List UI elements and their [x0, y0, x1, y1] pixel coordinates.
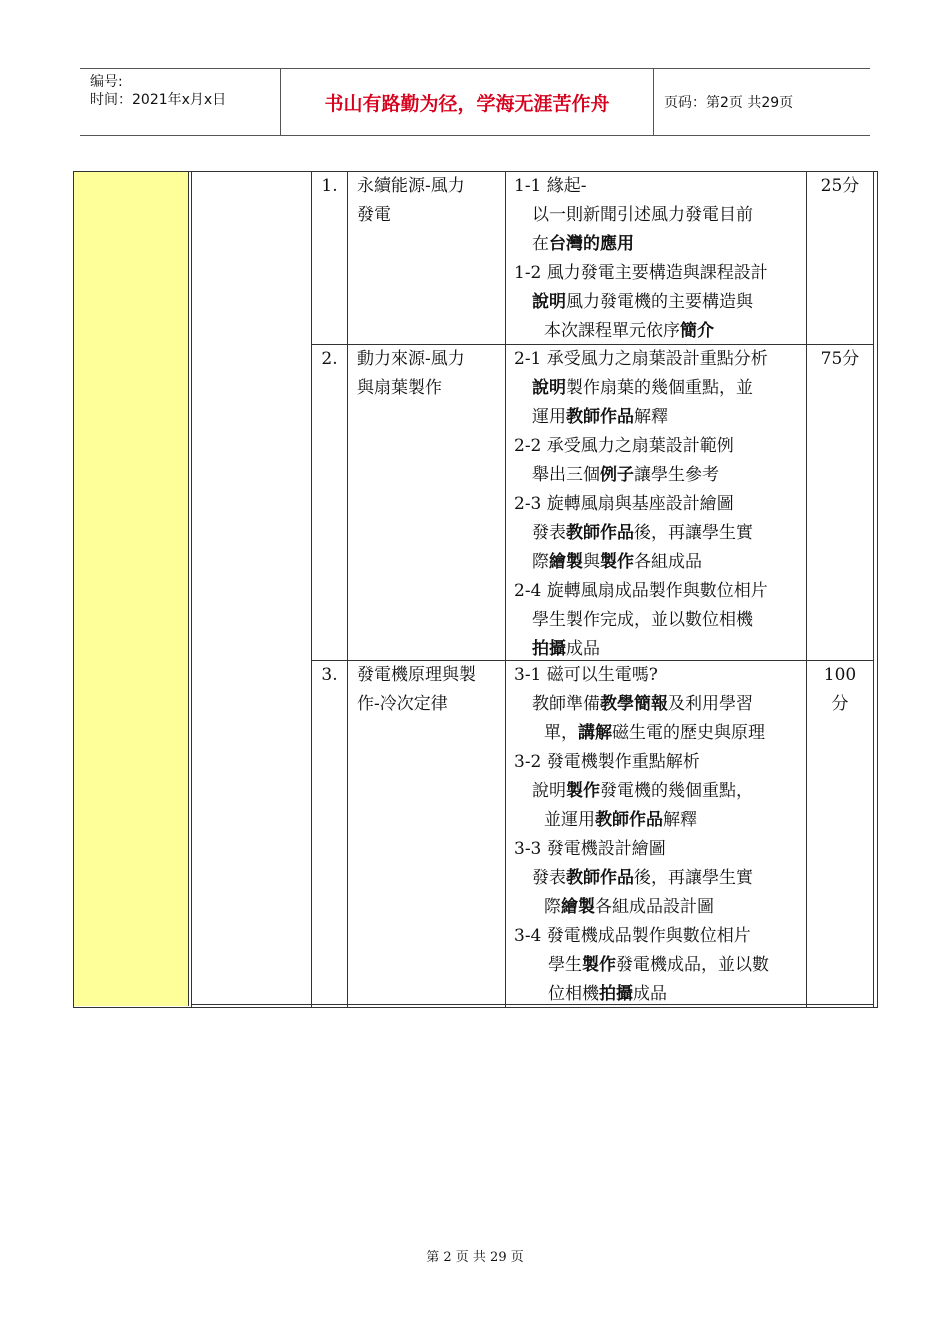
- text-run: 解釋: [634, 407, 668, 427]
- row-content: [514, 172, 806, 346]
- table-vline: [347, 172, 348, 1007]
- bold-text: 拍攝: [599, 984, 633, 1004]
- text-run: 各組成品: [634, 552, 702, 572]
- text-run: 學生: [548, 955, 582, 975]
- text-run: 與: [583, 552, 600, 572]
- content-line: [514, 403, 806, 432]
- topic-line: 發電: [357, 205, 391, 225]
- table-vline: [191, 172, 192, 1007]
- content-line: [514, 201, 806, 230]
- content-line: [514, 461, 806, 490]
- bold-text: 教師作品: [566, 523, 634, 543]
- content-line: [514, 719, 806, 748]
- text-run: 以一則新聞引述風力發電目前: [532, 205, 753, 225]
- text-run: 製作扇葉的幾個重點，並: [566, 378, 753, 398]
- content-line: [514, 690, 806, 719]
- text-run: 磁生電的歷史與原理: [612, 723, 765, 743]
- text-run: 發表: [532, 523, 566, 543]
- row-score: [807, 661, 873, 719]
- bold-text: 說明: [532, 292, 566, 312]
- text-run: 成品: [633, 984, 667, 1004]
- content-line: [514, 432, 806, 461]
- text-run: 3-1 磁可以生電嗎?: [514, 665, 658, 685]
- content-line: [514, 548, 806, 577]
- score-line: 75分: [820, 349, 860, 369]
- text-run: 舉出三個: [532, 465, 600, 485]
- text-run: 本次課程單元依序: [544, 321, 680, 341]
- bold-text: 例子: [600, 465, 634, 485]
- bold-text: 講解: [578, 723, 612, 743]
- text-run: 教師準備: [532, 694, 600, 714]
- content-line: [514, 345, 806, 374]
- content-line: [514, 748, 806, 777]
- topic-line: 與扇葉製作: [357, 378, 442, 398]
- row-number: 2.: [321, 349, 338, 369]
- row-content: [514, 345, 806, 664]
- text-run: 說明: [532, 781, 566, 801]
- bold-text: 教師作品: [566, 407, 634, 427]
- table-vline: [806, 172, 807, 1007]
- text-run: 讓學生參考: [634, 465, 719, 485]
- content-line: [514, 806, 806, 835]
- bold-text: 台灣的應用: [549, 234, 634, 254]
- content-line: [514, 835, 806, 864]
- text-run: 後，再讓學生實: [634, 868, 753, 888]
- topic-line: 動力來源-風力: [357, 349, 465, 369]
- text-run: 2-2 承受風力之扇葉設計範例: [514, 436, 734, 456]
- content-line: [514, 317, 806, 346]
- time-label: 时间：2021年x月x日: [90, 92, 227, 108]
- text-run: 1-1 緣起-: [514, 176, 587, 196]
- bold-text: 製作: [582, 955, 616, 975]
- content-line: [514, 635, 806, 664]
- text-run: 風力發電機的主要構造與: [566, 292, 753, 312]
- content-line: [514, 519, 806, 548]
- page-header: [80, 68, 870, 136]
- score-line: 25分: [820, 176, 860, 196]
- text-run: 3-3 發電機設計繪圖: [514, 839, 666, 859]
- text-run: 際: [544, 897, 561, 917]
- text-run: 位相機: [548, 984, 599, 1004]
- row-topic: [357, 661, 499, 719]
- text-run: 發電機的幾個重點，: [600, 781, 753, 801]
- row-number: 3.: [321, 665, 338, 685]
- content-line: [514, 893, 806, 922]
- text-run: 2-1 承受風力之扇葉設計重點分析: [514, 349, 768, 369]
- bold-text: 製作: [566, 781, 600, 801]
- content-line: [514, 951, 806, 980]
- header-motto: 书山有路勤为径，学海无涯苦作舟: [324, 92, 610, 115]
- content-line: [514, 259, 806, 288]
- highlight-column: [74, 172, 189, 1006]
- header-meta: [80, 69, 280, 135]
- bold-text: 簡介: [680, 321, 714, 341]
- row-score: [807, 345, 873, 374]
- text-run: 成品: [566, 639, 600, 659]
- text-run: 各組成品設計圖: [595, 897, 714, 917]
- bold-text: 拍攝: [532, 639, 566, 659]
- bold-text: 說明: [532, 378, 566, 398]
- bold-text: 製作: [600, 552, 634, 572]
- text-run: 3-2 發電機製作重點解析: [514, 752, 700, 772]
- topic-line: 永續能源-風力: [357, 176, 465, 196]
- topic-line: 作-冷次定律: [357, 694, 448, 714]
- content-line: [514, 288, 806, 317]
- table-vline: [873, 172, 874, 1007]
- content-line: [514, 490, 806, 519]
- row-content: [514, 661, 806, 1009]
- text-run: 在: [532, 234, 549, 254]
- text-run: 2-4 旋轉風扇成品製作與數位相片: [514, 581, 768, 601]
- number-label: 编号:: [90, 74, 123, 90]
- bold-text: 繪製: [549, 552, 583, 572]
- content-line: [514, 864, 806, 893]
- content-line: [514, 777, 806, 806]
- content-line: [514, 922, 806, 951]
- text-run: 發表: [532, 868, 566, 888]
- content-line: [514, 172, 806, 201]
- content-line: [514, 230, 806, 259]
- text-run: 解釋: [663, 810, 697, 830]
- bold-text: 教學簡報: [600, 694, 668, 714]
- text-run: 學生製作完成，並以數位相機: [532, 610, 753, 630]
- content-line: [514, 661, 806, 690]
- topic-line: 發電機原理與製: [357, 665, 476, 685]
- text-run: 後，再讓學生實: [634, 523, 753, 543]
- content-line: [514, 606, 806, 635]
- bold-text: 繪製: [561, 897, 595, 917]
- bold-text: 教師作品: [566, 868, 634, 888]
- table-vline: [505, 172, 506, 1007]
- row-topic: [357, 172, 499, 230]
- score-line: 分: [831, 694, 849, 714]
- text-run: 單，: [544, 723, 578, 743]
- content-line: [514, 374, 806, 403]
- text-run: 2-3 旋轉風扇與基座設計繪圖: [514, 494, 734, 514]
- text-run: 發電機成品，並以數: [616, 955, 769, 975]
- row-number: 1.: [321, 176, 338, 196]
- table-vline: [311, 172, 312, 1007]
- content-line: [514, 980, 806, 1009]
- text-run: 及利用學習: [668, 694, 753, 714]
- row-topic: [357, 345, 499, 403]
- bold-text: 教師作品: [595, 810, 663, 830]
- text-run: 並運用: [544, 810, 595, 830]
- page-footer: 第 2 页 共 29 页: [426, 1250, 524, 1265]
- row-score: [807, 172, 873, 201]
- header-page-info: 页码：第2页 共29页: [664, 95, 794, 111]
- content-line: [514, 577, 806, 606]
- text-run: 1-2 風力發電主要構造與課程設計: [514, 263, 768, 283]
- text-run: 際: [532, 552, 549, 572]
- text-run: 3-4 發電機成品製作與數位相片: [514, 926, 751, 946]
- score-line: 100: [823, 665, 857, 685]
- text-run: 運用: [532, 407, 566, 427]
